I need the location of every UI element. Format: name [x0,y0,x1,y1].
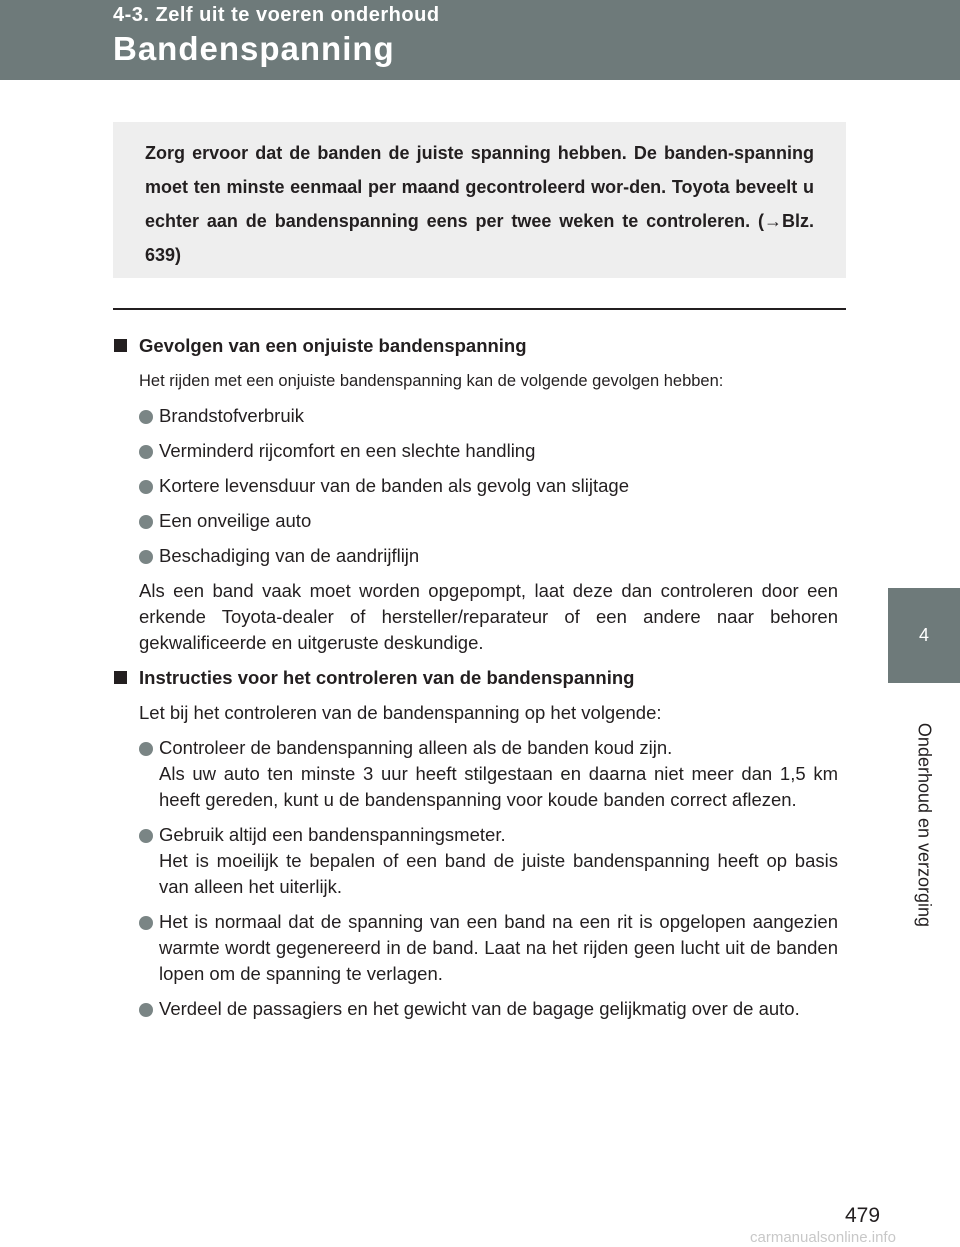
dot-bullet-icon [139,550,153,564]
section-heading: Instructies voor het controleren van de bandenspanning [113,665,838,691]
page-title: Bandenspanning [113,30,395,67]
list-item: Het is normaal dat de spanning van een band na een rit is opgelopen aangezien warmte wordt gegenereerd in de band. Laat na het rijden geen lucht uit de banden lopen om de spanning te verlagen. [139,909,838,987]
intro-text: Zorg ervoor dat de banden de juiste spanning hebben. De banden-spanning moet ten minste eenmaal per maand gecontroleerd wor-den. Toyota beveelt u echter aan de bandenspanning eens per twee weken te controleren. (→Blz. 639) [145,143,814,265]
list-item: Verminderd rijcomfort en een slechte handling [139,438,838,464]
section-label: 4-3. Zelf uit te voeren onderhoud [113,4,440,26]
section-lead: Het rijden met een onjuiste bandenspanning kan de volgende gevolgen hebben: [139,372,724,390]
list-item: Een onveilige auto [139,508,838,534]
page-header [0,0,960,80]
chapter-label: Onderhoud en verzorging [914,722,935,928]
content [113,333,838,1031]
dot-bullet-icon [139,480,153,494]
section-closing: Als een band vaak moet worden opgepompt, laat deze dan controleren door een erkende Toyota-dealer of hersteller/reparateur of een andere naar behoren gekwalificeerde en uitgeruste deskundige. [139,580,838,653]
section-lead: Let bij het controleren van de bandenspanning op het volgende: [139,702,662,723]
square-bullet-icon [114,339,127,352]
dot-bullet-icon [139,445,153,459]
section-heading: Gevolgen van een onjuiste bandenspanning [113,333,838,359]
dot-bullet-icon [139,742,153,756]
list-item: Kortere levensduur van de banden als gevolg van slijtage [139,473,838,499]
dot-bullet-icon [139,1003,153,1017]
square-bullet-icon [114,671,127,684]
list-item: Gebruik altijd een bandenspanningsmeter. Het is moeilijk te bepalen of een band de juiste bandenspanning heeft op basis van alleen het uiterlijk. [139,822,838,900]
chapter-tab: 4 [888,588,960,683]
watermark: carmanualsonline.info [750,1229,896,1246]
dot-bullet-icon [139,829,153,843]
dot-bullet-icon [139,410,153,424]
list-item: Controleer de bandenspanning alleen als de banden koud zijn. Als uw auto ten minste 3 uur heeft stilgestaan en daarna niet meer dan 1,5 km heeft gereden, kunt u de bandenspanning voor koude banden correct aflezen. [139,735,838,813]
list-item: Brandstofverbruik [139,403,838,429]
dot-bullet-icon [139,916,153,930]
intro-box [113,122,846,278]
divider [113,308,846,310]
page-number: 479 [845,1204,881,1227]
list-item: Beschadiging van de aandrijflijn [139,543,838,569]
list-item: Verdeel de passagiers en het gewicht van de bagage gelijkmatig over de auto. [139,996,838,1022]
dot-bullet-icon [139,515,153,529]
